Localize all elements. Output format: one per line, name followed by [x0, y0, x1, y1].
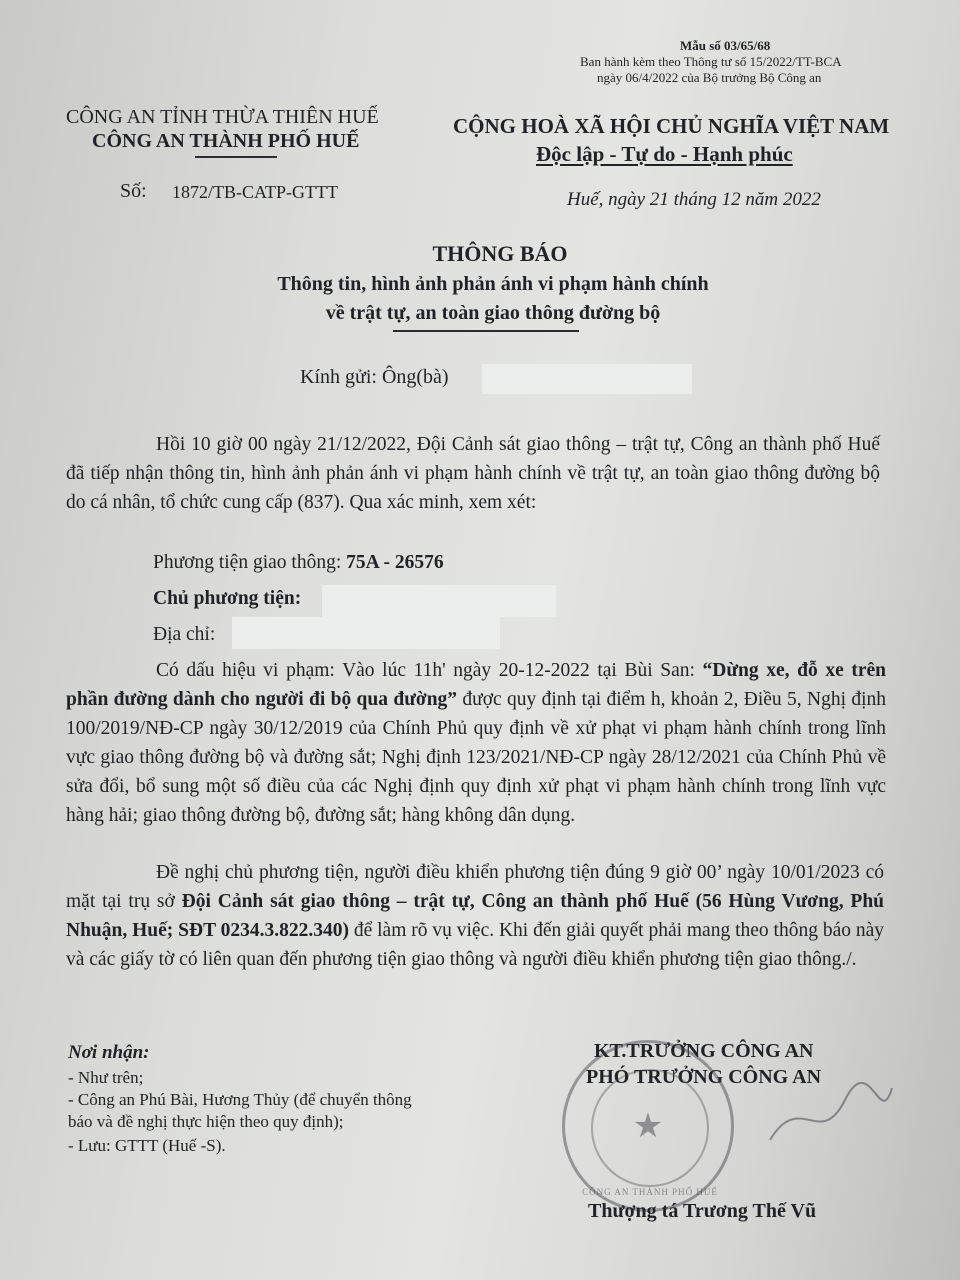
owner-row [153, 588, 301, 610]
signer-name: Thượng tá Trương Thế Vũ [588, 1200, 817, 1222]
vehicle-label: Phương tiện giao thông: [153, 552, 342, 573]
agency-parent: CÔNG AN TỈNH THỪA THIÊN HUẾ [66, 106, 379, 128]
title-underline [393, 330, 579, 332]
recipient-item: - Lưu: GTTT (Huế -S). [68, 1136, 226, 1155]
signer-title-1: KT.TRƯỞNG CÔNG AN [594, 1040, 814, 1062]
form-issued-with: Ban hành kèm theo Thông tư số 15/2022/TT-BCA [580, 54, 842, 69]
signer-title-2: PHÓ TRƯỞNG CÔNG AN [586, 1066, 822, 1088]
request-prefix: Đề nghị chủ phương tiện, người điều khiển phương tiện đúng 9 giờ 00’ ngày 10/01/2023 có mặt tại trụ sở [66, 862, 884, 912]
violation-suffix: được quy định tại điểm h, khoản 2, Điều 5, Nghị định 100/2019/NĐ-CP ngày 30/12/2019 của Chính Phủ quy định về xử phạt vi phạm hành chính trong lĩnh vực giao thông đường bộ và đường sắt; Nghị định 123/2021/NĐ-CP ngày 28/12/2021 của Chính Phủ về sửa đổi, bổ sung một số điều của các Nghị định quy định xử phạt vi phạm hành chính trong lĩnh vực hàng hải; giao thông đường bộ, đường sắt; hàng không dân dụng. [66, 689, 887, 826]
star-icon: ★ [632, 1108, 664, 1145]
recipient-item: - Như trên; [68, 1068, 144, 1087]
recipient-label: Kính gửi: Ông(bà) [300, 366, 449, 388]
form-number: Mẫu số 03/65/68 [680, 38, 771, 53]
violation-paragraph [66, 656, 886, 830]
notice-subtitle-1: Thông tin, hình ảnh phản ánh vi phạm hành chính [277, 273, 709, 295]
owner-redacted [322, 585, 556, 617]
vehicle-plate: 75A - 26576 [346, 552, 444, 573]
doc-number-label: Số: [120, 180, 147, 202]
notice-subtitle-2: về trật tự, an toàn giao thông đường bộ [325, 302, 661, 324]
owner-label: Chủ phương tiện: [153, 588, 302, 609]
request-suffix: để làm rõ vụ việc. Khi đến giải quyết phải mang theo thông báo này và các giấy tờ có liên quan đến phương tiện giao thông và người điều khiển phương tiện giao thông./. [66, 920, 885, 970]
signature-mark [760, 1070, 900, 1160]
vehicle-row [153, 552, 444, 574]
agency-unit: CÔNG AN THÀNH PHỐ HUẾ [92, 130, 360, 152]
address-row [153, 624, 215, 646]
form-issued-date: ngày 06/4/2022 của Bộ trưởng Bộ Công an [597, 70, 822, 85]
notice-title: THÔNG BÁO [432, 241, 568, 266]
intro-paragraph [66, 430, 880, 517]
doc-number: 1872/TB-CATP-GTTT [172, 182, 338, 202]
agency-underline [195, 156, 277, 158]
recipient-name-redacted [482, 364, 692, 394]
address-redacted [232, 617, 500, 649]
recipient-item: - Công an Phú Bài, Hương Thủy (để chuyển thông [68, 1090, 412, 1109]
intro-text: Hồi 10 giờ 00 ngày 21/12/2022, Đội Cảnh sát giao thông – trật tự, Công an thành phố Huế đã tiếp nhận thông tin, hình ảnh phản ánh vi phạm hành chính về trật tự, an toàn giao thông đường bộ do cá nhân, tổ chức cung cấp (837). Qua xác minh, xem xét: [66, 434, 880, 513]
recipients-heading: Nơi nhận: [68, 1042, 150, 1063]
official-stamp [562, 1040, 734, 1212]
nation-name: CỘNG HOÀ XÃ HỘI CHỦ NGHĨA VIỆT NAM [453, 114, 890, 138]
recipient-item: báo và đề nghị thực hiện theo quy định); [68, 1112, 344, 1131]
violation-prefix: Có dấu hiệu vi phạm: Vào lúc 11h' ngày 20-12-2022 tại Bùi San: [156, 660, 695, 681]
request-place: Đội Cảnh sát giao thông – trật tự, Công an thành phố Huế (56 Hùng Vương, Phú Nhuận, Huế; SĐT 0234.3.822.340) [66, 891, 885, 941]
address-label: Địa chỉ: [153, 624, 216, 645]
place-date: Huế, ngày 21 tháng 12 năm 2022 [567, 189, 821, 210]
nation-motto: Độc lập - Tự do - Hạnh phúc [536, 142, 793, 166]
violation-act: “Dừng xe, đỗ xe trên phần đường dành cho người đi bộ qua đường” [66, 660, 887, 710]
request-paragraph [66, 858, 884, 974]
stamp-text: CÔNG AN THÀNH PHỐ HUẾ [582, 1187, 718, 1197]
